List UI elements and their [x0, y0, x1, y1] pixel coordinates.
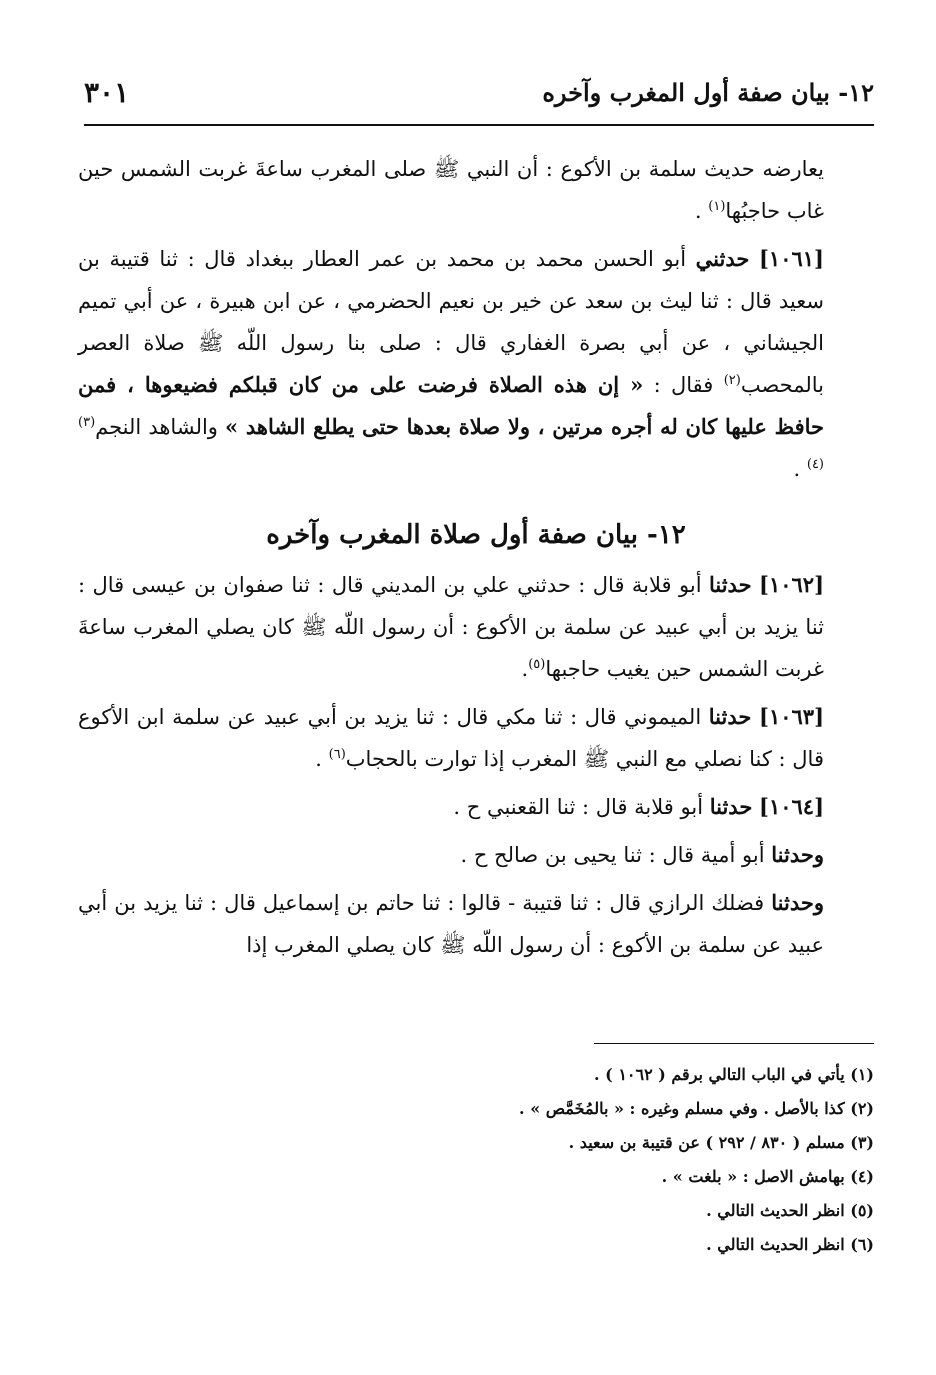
- paragraph-text: أبو قلابة قال : حدثني علي بن المديني قال : ثنا صفوان بن عيسى قال : ثنا يزيد بن أبي عبيد عن سلمة بن الأكوع : أن رسول اللّه ﷺ كان يصلي المغرب ساعةَ غربت الشمس حين يغيب حاجبها: [78, 573, 824, 681]
- narration-keyword: حدثنا: [709, 794, 753, 819]
- body-text: [78, 148, 874, 966]
- narration-keyword: وحدثنا: [771, 842, 824, 867]
- running-title: ١٢- بيان صفة أول المغرب وآخره: [542, 78, 874, 107]
- hadith-number: [١٠٦٤]: [759, 794, 824, 819]
- paragraph-text: يعارضه حديث سلمة بن الأكوع : أن النبي ﷺ صلى المغرب ساعةَ غربت الشمس حين غاب حاجبُها: [78, 157, 824, 223]
- paragraph-tail: .: [315, 747, 329, 771]
- paragraph-1061: [78, 238, 874, 490]
- footnote-ref: (٢): [723, 373, 741, 388]
- page-number: ٣٠١: [84, 76, 130, 109]
- paragraph-text: أبو أمية قال : ثنا يحيى بن صالح ح .: [460, 843, 772, 867]
- section-heading: ١٢- بيان صفة أول صلاة المغرب وآخره: [266, 520, 686, 550]
- footnote-5: (٥) انظر الحديث التالي .: [706, 1201, 874, 1220]
- footnote-ref: (٥): [528, 657, 546, 672]
- footnote-2: (٢) كذا بالأصل . وفي مسلم وغيره : « بالمُخَمَّص » .: [519, 1099, 874, 1118]
- narration-keyword: وحدثنا: [771, 890, 824, 915]
- narration-keyword: حدثنا: [708, 704, 752, 729]
- footnote-6: (٦) انظر الحديث التالي .: [706, 1235, 874, 1254]
- footnote-3: (٣) مسلم ( ٨٣٠ / ٢٩٢ ) عن قتيبة بن سعيد .: [568, 1133, 874, 1152]
- paragraph-1063: [78, 696, 874, 780]
- hadith-quote: « إن هذه الصلاة فرضت على من كان قبلكم فضيعوها ، فمن حافظ عليها كان له أجره مرتين ، ولا صلاة بعدها حتى يطلع الشاهد »: [78, 372, 824, 439]
- paragraph-text: الميموني قال : ثنا مكي قال : ثنا يزيد بن أبي عبيد عن سلمة ابن الأكوع قال : كنا نصلي مع النبي ﷺ المغرب إذا توارت بالحجاب: [78, 705, 824, 771]
- hadith-number: [١٠٦٢]: [759, 572, 824, 597]
- paragraph-1: [78, 148, 874, 232]
- paragraph-1062: [78, 564, 874, 690]
- paragraph-chain-2: [78, 834, 874, 876]
- footnote-ref: (٣)(٤): [78, 415, 824, 472]
- footnote-ref: (٦): [328, 747, 346, 762]
- paragraph-tail: والشاهد النجم: [95, 415, 226, 439]
- footnotes: [84, 1058, 874, 1262]
- page-header: [84, 74, 874, 120]
- footnote-4: (٤) بهامش الاصل : « بلغت » .: [661, 1167, 874, 1186]
- footnote-1: (١) يأتي في الباب التالي برقم ( ١٠٦٢ ) .: [594, 1065, 874, 1084]
- hadith-number: [١٠٦٣]: [759, 704, 824, 729]
- paragraph-tail: .: [694, 199, 709, 223]
- narration-keyword: حدثني: [695, 246, 750, 271]
- paragraph-text: فضلك الرازي قال : ثنا قتيبة - قالوا : ثنا حاتم بن إسماعيل قال : ثنا يزيد بن أبي عبيد عن سلمة بن الأكوع : أن رسول اللّه ﷺ كان يصلي المغرب إذا: [78, 891, 824, 957]
- hadith-number: [١٠٦١]: [758, 246, 824, 271]
- footnote-rule: [594, 1043, 874, 1044]
- paragraph-chain-3: [78, 882, 874, 966]
- footnote-ref: (١): [708, 199, 726, 214]
- paragraph-end: .: [793, 457, 807, 481]
- paragraph-1064: [78, 786, 874, 828]
- paragraph-text: أبو قلابة قال : ثنا القعنبي ح .: [453, 795, 710, 819]
- header-rule: [84, 124, 874, 126]
- narration-keyword: حدثنا: [708, 572, 752, 597]
- paragraph-text: أبو الحسن محمد بن محمد بن عمر العطار ببغداد قال : ثنا قتيبة بن سعيد قال : ثنا ليث بن سعد عن خير بن نعيم الحضرمي ، عن ابن هبيرة ، عن أبي تميم الجيشاني ، عن أبي بصرة الغفاري قال : صلى بنا رسول اللّه ﷺ صلاة العصر بالمحصب: [78, 247, 824, 397]
- paragraph-tail: .: [521, 657, 529, 681]
- paragraph-text-mid: فقال :: [643, 373, 724, 397]
